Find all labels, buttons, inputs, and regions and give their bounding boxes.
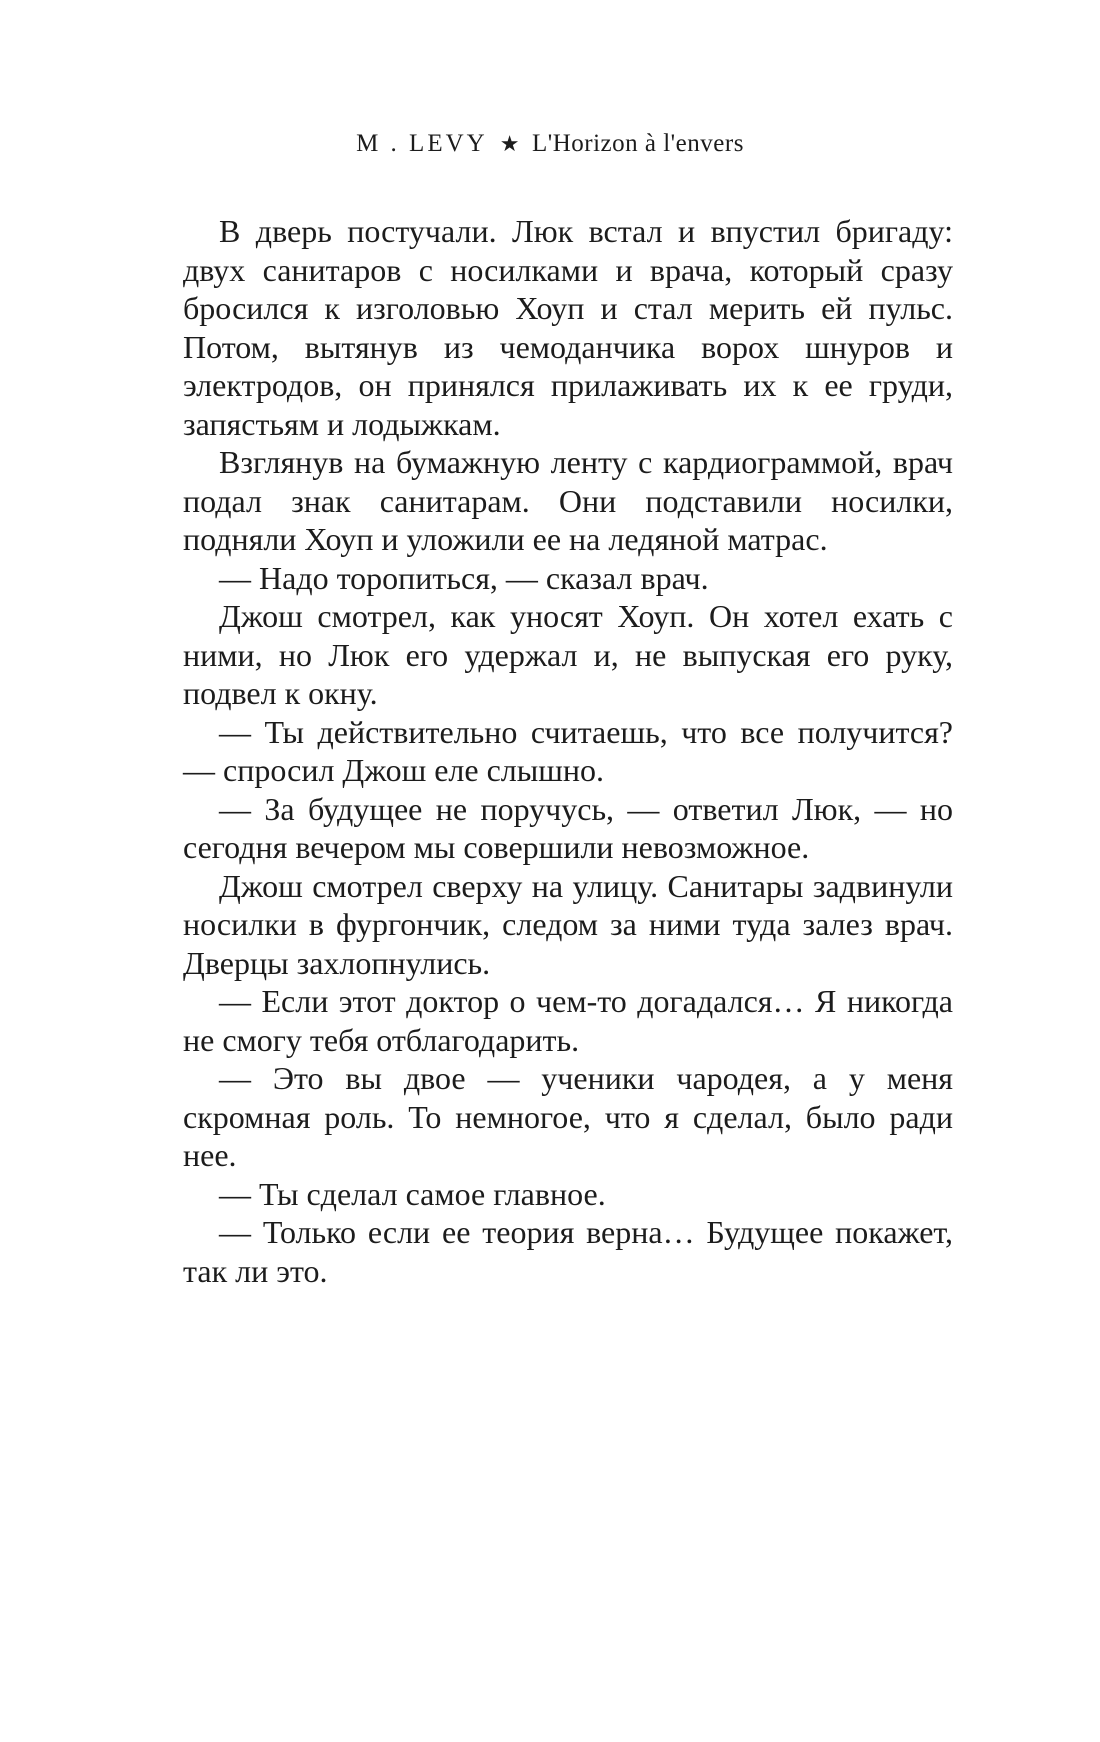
- paragraph: Взглянув на бумажную ленту с кардиограммой, врач подал знак санитарам. Они подставили носилки, подняли Хоуп и уложили ее на ледяной матрас.: [183, 444, 953, 557]
- paragraph: — Если этот доктор о чем-то догадался… Я никогда не смогу тебя отблагодарить.: [183, 983, 953, 1058]
- paragraph: — Надо торопиться, — сказал врач.: [219, 559, 709, 596]
- paragraph: Джош смотрел, как уносят Хоуп. Он хотел ехать с ними, но Люк его удержал и, не выпуская его руку, подвел к окну.: [183, 598, 953, 711]
- paragraph: — Ты сделал самое главное.: [219, 1175, 606, 1212]
- paragraph: — Ты действительно считаешь, что все получится? — спросил Джош еле слышно.: [183, 713, 953, 788]
- paragraph: — Это вы двое — ученики чародея, а у меня скромная роль. То немногое, что я сделал, было ради нее.: [183, 1060, 953, 1173]
- body-text: [183, 212, 953, 1290]
- book-title: L'Horizon à l'envers: [531, 130, 744, 157]
- paragraph: — За будущее не поручусь, — ответил Люк, — но сегодня вечером мы совершили невозможное.: [183, 790, 953, 865]
- running-head: [0, 128, 1100, 160]
- paragraph: Джош смотрел сверху на улицу. Санитары задвинули носилки в фургончик, следом за ними туда залез врач. Дверцы захлопнулись.: [183, 867, 953, 981]
- paragraph: В дверь постучали. Люк встал и впустил бригаду: двух санитаров с носилками и врача, который сразу бросился к изголовью Хоуп и стал мерить ей пульс. Потом, вытянув из чемоданчика ворох шнуров и электродов, он принялся прилаживать их к ее груди, запястьям и лодыжкам.: [183, 213, 953, 442]
- author-name: M . LEVY: [356, 130, 488, 157]
- paragraph: — Только если ее теория верна… Будущее покажет, так ли это.: [183, 1214, 953, 1289]
- star-icon: ★: [499, 131, 520, 156]
